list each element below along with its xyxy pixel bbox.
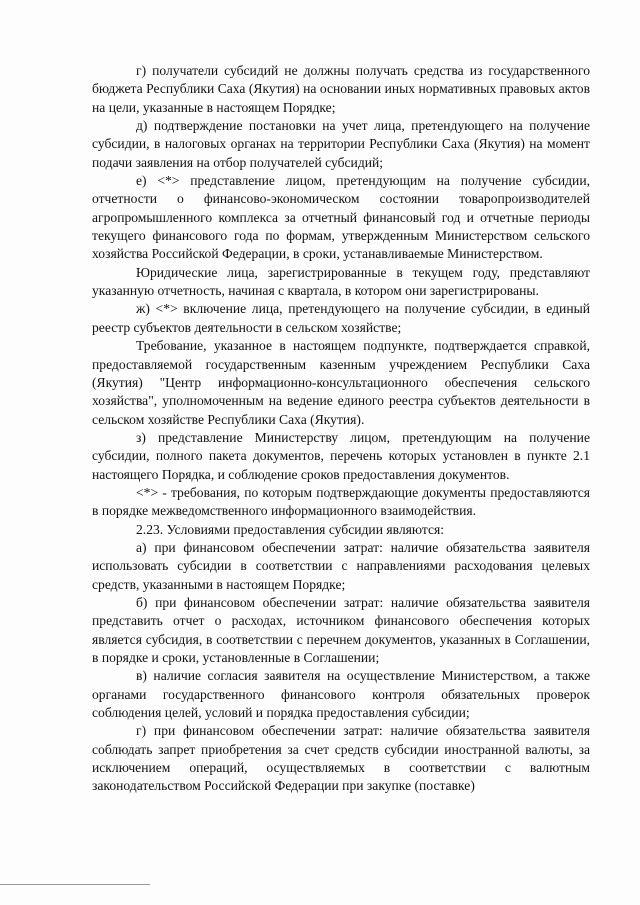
paragraph-zh-registry: ж) <*> включение лица, претендующего на получение субсидии, в единый реестр субъектов деятельности в сельском хозяйстве; <box>92 301 590 335</box>
paragraph-a-target-use: а) при финансовом обеспечении затрат: наличие обязательства заявителя использовать субсидии в соответствии с направлениями расходования целевых средств, указанными в настоящем Порядке; <box>92 539 590 592</box>
document-body <box>92 62 590 796</box>
paragraph-d-tax-registration: д) подтверждение постановки на учет лица, претендующего на получение субсидии, в налоговых органах на территории Республики Саха (Якутия) на момент подачи заявления на отбор получателей субсидий; <box>92 118 590 170</box>
paragraph-new-legal-entities: Юридические лица, зарегистрированные в текущем году, представляют указанную отчетность, начиная с квартала, в котором они зарегистрированы. <box>92 264 590 299</box>
paragraph-2-23-heading: 2.23. Условиями предоставления субсидии являются: <box>136 521 445 537</box>
paragraph-e-reporting: е) <*> представление лицом, претендующим на получение субсидии, отчетности о финансово-экономическом состоянии товаропроизводителей агропромышленного комплекса за отчетный финансовый год и отчетные периоды текущего финансового года по формам, утвержденным Министерством сельского хозяйства Российской Федерации, в сроки, устанавливаемые Министерством. <box>92 173 590 262</box>
paragraph-footnote-interagency: <*> - требования, по которым подтверждающие документы предоставляются в порядке межведомственного информационного взаимодействия. <box>92 484 590 519</box>
paragraph-b-report: б) при финансовом обеспечении затрат: наличие обязательства заявителя представить отчет о расходах, источником финансового обеспечения которых является субсидия, в соответствии с перечнем документов, указанных в Соглашении, в порядке и сроки, установленные в Соглашении; <box>92 594 590 665</box>
paragraph-g-no-other-funds: г) получатели субсидий не должны получать средства из государственного бюджета Республики Саха (Якутия) на основании иных нормативных правовых актов на цели, указанные в настоящем Порядке; <box>92 63 590 115</box>
paragraph-z-documents: з) представление Министерству лицом, претендующим на получение субсидии, полного пакета документов, перечень которых установлен в пункте 2.1 настоящего Порядка, и соблюдение сроков предоставления документов. <box>92 429 590 482</box>
paragraph-v-inspection-consent: в) наличие согласия заявителя на осуществление Министерством, а также органами государственного финансового контроля обязательных проверок соблюдения целей, условий и порядка предоставления субсидии; <box>92 668 590 721</box>
paragraph-registry-certificate: Требование, указанное в настоящем подпункте, подтверждается справкой, предоставляемой государственным казенным учреждением Республики Саха (Якутия) "Центр информационно-консультационного обеспечения сельского хозяйства", уполномоченным на ведение единого реестра субъектов деятельности в сельском хозяйстве Республики Саха (Якутия). <box>92 338 590 427</box>
footer-divider <box>0 884 150 885</box>
paragraph-g-currency-ban: г) при финансовом обеспечении затрат: наличие обязательства заявителя соблюдать запрет приобретения за счет средств субсидии иностранной валюты, за исключением операций, осуществляемых в соответствии с валютным законодательством Российской Федерации при закупке (поставке) <box>92 723 590 794</box>
